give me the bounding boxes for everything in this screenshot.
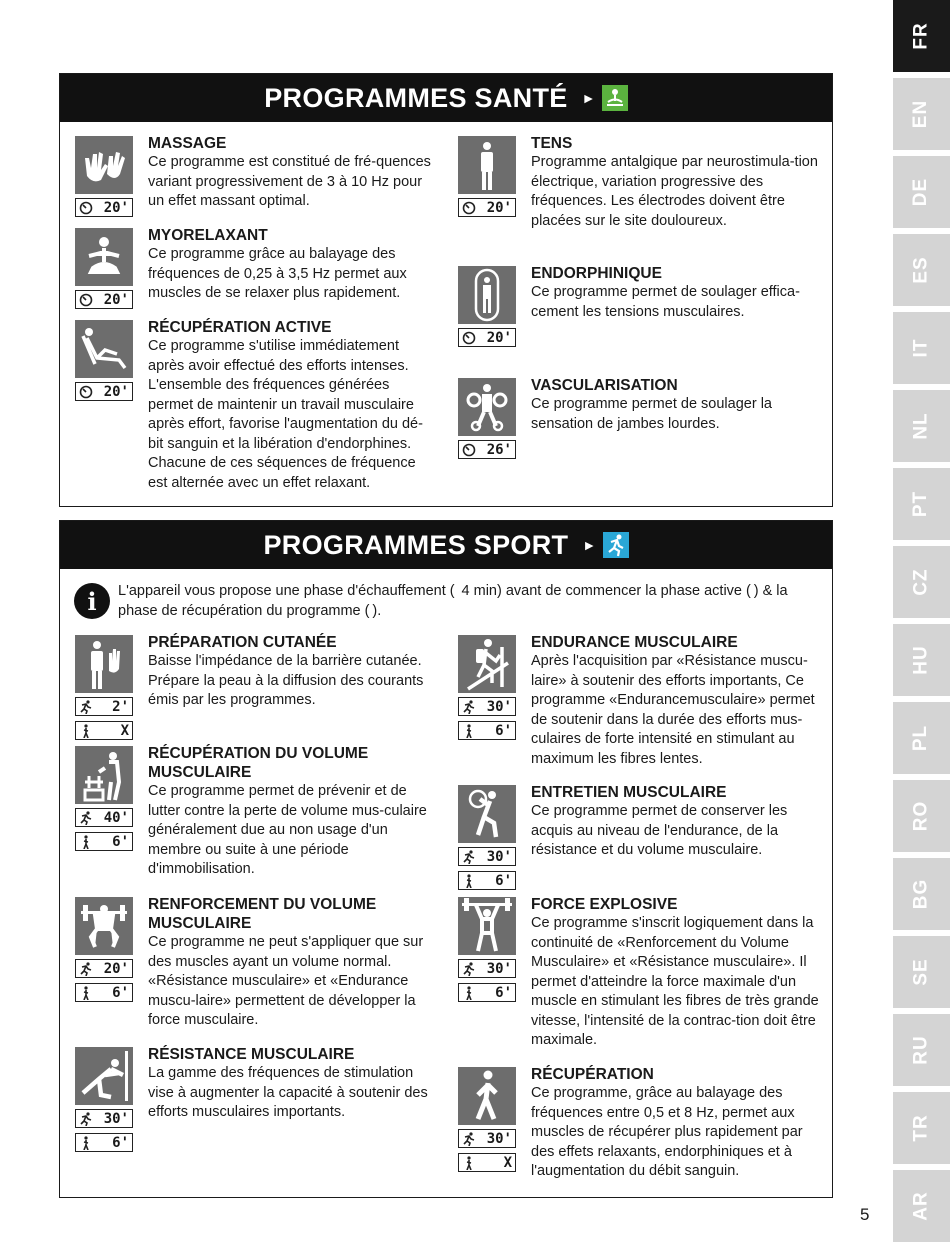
program-title: FORCE EXPLOSIVE bbox=[531, 896, 678, 913]
runner-icon bbox=[79, 700, 93, 714]
program-title: RÉCUPÉRATION ACTIVE bbox=[148, 319, 332, 336]
sport-header bbox=[60, 521, 832, 569]
circulation-icon bbox=[458, 378, 516, 436]
program-desc: Ce programme grâce au balayage des fréquences de 0,25 à 3,5 Hz permet aux muscles de se relaxer plus rapidement. bbox=[148, 246, 407, 301]
program-vascularisation[interactable] bbox=[458, 378, 818, 458]
lang-tab-es[interactable]: ES bbox=[893, 234, 950, 306]
active-duration-box: 30' bbox=[458, 959, 516, 978]
program-title: RENFORCEMENT DU VOLUME MUSCULAIRE bbox=[148, 896, 377, 932]
active-duration-box: 30' bbox=[458, 1129, 516, 1148]
meditation-health-icon bbox=[602, 85, 628, 111]
program-title: MASSAGE bbox=[148, 135, 227, 152]
info-text: L'appareil vous propose une phase d'échauffement ( 4 min) avant de commencer la phase active ( ) & la phase de récupération du programme ( ). bbox=[118, 583, 788, 619]
hiker-icon bbox=[458, 635, 516, 693]
walker-icon bbox=[458, 1067, 516, 1125]
active-duration-box: 2' bbox=[75, 697, 133, 716]
program-preparation-cutanee[interactable] bbox=[75, 635, 435, 745]
program-entretien-musculaire[interactable] bbox=[458, 785, 818, 895]
active-duration-box: 40' bbox=[75, 808, 133, 827]
program-desc: Ce programme ne peut s'appliquer que sur des muscles ayant un volume normal. «Résistance musculaire» et «Endurance muscu-laire» permettent de développer la force musculaire. bbox=[148, 934, 424, 1028]
sante-section bbox=[59, 73, 833, 507]
lang-tab-it[interactable]: IT bbox=[893, 312, 950, 384]
sante-header bbox=[60, 74, 832, 122]
recovery-duration-box: 6' bbox=[458, 871, 516, 890]
recovery-duration-box: 6' bbox=[75, 983, 133, 1002]
program-force-explosive[interactable] bbox=[458, 897, 818, 1057]
program-recuperation-volume[interactable] bbox=[75, 746, 435, 876]
program-desc: Ce programme permet de conserver les acquis au niveau de l'endurance, de la résistance et du volume musculaire. bbox=[531, 803, 788, 858]
lang-tab-fr[interactable]: FR bbox=[893, 0, 950, 72]
duration-box: 26' bbox=[458, 440, 516, 459]
duration-box: 20' bbox=[458, 198, 516, 217]
active-duration-box: 20' bbox=[75, 959, 133, 978]
recovery-duration-box: X bbox=[75, 721, 133, 740]
program-desc: Ce programme s'utilise immédiatement après avoir effectué des efforts intenses. L'ensemble des fréquences générées permet de maintenir un travail musculaire après effort, favorise l'augmentation du dé-bit sanguin et la libération d'endorphines. Chacune de ces séquences de fréquence est alternée avec un effet relaxant. bbox=[148, 338, 423, 491]
walker-icon bbox=[79, 1136, 93, 1150]
program-desc: Baisse l'impédance de la barrière cutanée. Prépare la peau à la diffusion des courants émis par les programmes. bbox=[148, 653, 424, 708]
clock-icon bbox=[462, 331, 476, 345]
duration-box: 20' bbox=[75, 382, 133, 401]
duration-box: 20' bbox=[75, 198, 133, 217]
walker-icon bbox=[79, 724, 93, 738]
runner-icon bbox=[79, 811, 93, 825]
runner-icon bbox=[462, 962, 476, 976]
arrow-icon: ► bbox=[581, 90, 596, 106]
program-renforcement-volume[interactable] bbox=[75, 897, 435, 1027]
lang-tab-bg[interactable]: BG bbox=[893, 858, 950, 930]
program-recuperation[interactable] bbox=[458, 1067, 818, 1187]
walker-icon bbox=[79, 986, 93, 1000]
weightlifter-icon bbox=[458, 897, 516, 955]
sport-section bbox=[59, 520, 833, 1198]
lang-tab-en[interactable]: EN bbox=[893, 78, 950, 150]
push-wall-icon bbox=[75, 1047, 133, 1105]
lang-tab-pt[interactable]: PT bbox=[893, 468, 950, 540]
runner-icon bbox=[462, 850, 476, 864]
active-duration-box: 30' bbox=[75, 1109, 133, 1128]
program-recuperation-active[interactable] bbox=[75, 320, 435, 500]
clock-icon bbox=[79, 201, 93, 215]
page-number: 5 bbox=[860, 1205, 870, 1224]
reclining-icon bbox=[75, 320, 133, 378]
active-duration-box: 30' bbox=[458, 697, 516, 716]
capsule-person-icon bbox=[458, 266, 516, 324]
runner-icon bbox=[462, 700, 476, 714]
lang-tab-tr[interactable]: TR bbox=[893, 1092, 950, 1164]
lang-tab-nl[interactable]: NL bbox=[893, 390, 950, 462]
hand-person-icon bbox=[75, 635, 133, 693]
runner-icon bbox=[79, 1112, 93, 1126]
recovery-duration-box: 6' bbox=[75, 832, 133, 851]
program-desc: Ce programme s'inscrit logiquement dans la continuité de «Renforcement du Volume Musculaire» et «Résistance musculaire». Il permet d'atteindre la force maximale d'un muscle en stimulant les fibres de très grande vitesse, l'intensité de la contrac-tion doit être maximale. bbox=[531, 915, 819, 1048]
duration-box: 20' bbox=[458, 328, 516, 347]
clock-icon bbox=[79, 293, 93, 307]
program-massage[interactable] bbox=[75, 136, 435, 216]
active-duration-box: 30' bbox=[458, 847, 516, 866]
sport-title: PROGRAMMES SPORT bbox=[263, 529, 569, 560]
recovery-duration-box: X bbox=[458, 1153, 516, 1172]
arrow-icon: ► bbox=[582, 537, 597, 553]
walker-icon bbox=[462, 874, 476, 888]
program-endurance-musculaire[interactable] bbox=[458, 635, 818, 775]
walker-icon bbox=[462, 724, 476, 738]
program-desc: Programme antalgique par neurostimula-tion électrique, variation progressive des fréquences. Les électrodes doivent être placées sur le site douloureux. bbox=[531, 154, 818, 229]
recovery-duration-box: 6' bbox=[75, 1133, 133, 1152]
program-endorphinique[interactable] bbox=[458, 266, 818, 346]
program-title: ENTRETIEN MUSCULAIRE bbox=[531, 784, 727, 801]
program-title: TENS bbox=[531, 135, 573, 152]
info-icon: i bbox=[74, 583, 110, 619]
sante-title: PROGRAMMES SANTÉ bbox=[264, 82, 568, 113]
recovery-duration-box: 6' bbox=[458, 721, 516, 740]
program-desc: Ce programme permet de soulager la sensation de jambes lourdes. bbox=[531, 396, 772, 432]
duration-box: 20' bbox=[75, 290, 133, 309]
program-desc: Ce programme permet de prévenir et de lutter contre la perte de volume mus-culaire généralement due au non usage d'un membre ou suite à une période d'immobilisation. bbox=[148, 783, 427, 877]
clock-icon bbox=[462, 201, 476, 215]
program-myorelaxant[interactable] bbox=[75, 228, 435, 308]
program-resistance-musculaire[interactable] bbox=[75, 1047, 435, 1157]
program-title: PRÉPARATION CUTANÉE bbox=[148, 634, 337, 651]
program-title: RÉCUPÉRATION DU VOLUME MUSCULAIRE bbox=[148, 745, 369, 781]
lang-tab-ro[interactable]: RO bbox=[893, 780, 950, 852]
program-desc: Après l'acquisition par «Résistance muscu-laire» à soutenir des efforts importants, Ce programme «Endurancemusculaire» permet de soutenir dans la durée des efforts mus-culaires de forte intensité en stimulant au maximum les fibres lentes. bbox=[531, 653, 815, 767]
lang-tab-pl[interactable]: PL bbox=[893, 702, 950, 774]
walker-icon bbox=[462, 986, 476, 1000]
lang-tab-ar[interactable]: AR bbox=[893, 1170, 950, 1242]
program-title: VASCULARISATION bbox=[531, 377, 678, 394]
program-title: ENDORPHINIQUE bbox=[531, 265, 662, 282]
meditation-icon bbox=[75, 228, 133, 286]
program-title: RÉCUPÉRATION bbox=[531, 1066, 654, 1083]
program-title: ENDURANCE MUSCULAIRE bbox=[531, 634, 738, 651]
clock-icon bbox=[462, 443, 476, 457]
program-desc: Ce programme, grâce au balayage des fréquences entre 0,5 et 8 Hz, permet aux muscles de récupérer plus rapidement par des effets relaxants, endorphiniques et à l'augmentation du débit sanguin. bbox=[531, 1085, 803, 1179]
runner-icon bbox=[79, 962, 93, 976]
runner-icon bbox=[462, 1132, 476, 1146]
standing-person-icon bbox=[458, 136, 516, 194]
lang-tab-ru[interactable]: RU bbox=[893, 1014, 950, 1086]
program-tens[interactable] bbox=[458, 135, 818, 229]
lang-tab-cz[interactable]: CZ bbox=[893, 546, 950, 618]
clock-icon bbox=[79, 385, 93, 399]
program-desc: La gamme des fréquences de stimulation vise à augmenter la capacité à soutenir des efforts musculaires importants. bbox=[148, 1065, 428, 1120]
lang-tab-se[interactable]: SE bbox=[893, 936, 950, 1008]
crutch-person-icon bbox=[75, 746, 133, 804]
runner-sport-icon bbox=[603, 532, 629, 558]
hands-icon bbox=[75, 136, 133, 194]
program-title: RÉSISTANCE MUSCULAIRE bbox=[148, 1046, 355, 1063]
lang-tab-hu[interactable]: HU bbox=[893, 624, 950, 696]
walker-icon bbox=[79, 835, 93, 849]
program-desc: Ce programme est constitué de fré-quences variant progressivement de 3 à 10 Hz pour un effet massant optimal. bbox=[148, 154, 431, 209]
program-desc: Ce programme permet de soulager effica-cement les tensions musculaires. bbox=[531, 284, 800, 320]
ball-throw-icon bbox=[458, 785, 516, 843]
lang-tab-de[interactable]: DE bbox=[893, 156, 950, 228]
walker-icon bbox=[462, 1156, 476, 1170]
recovery-duration-box: 6' bbox=[458, 983, 516, 1002]
squat-barbell-icon bbox=[75, 897, 133, 955]
program-title: MYORELAXANT bbox=[148, 227, 268, 244]
